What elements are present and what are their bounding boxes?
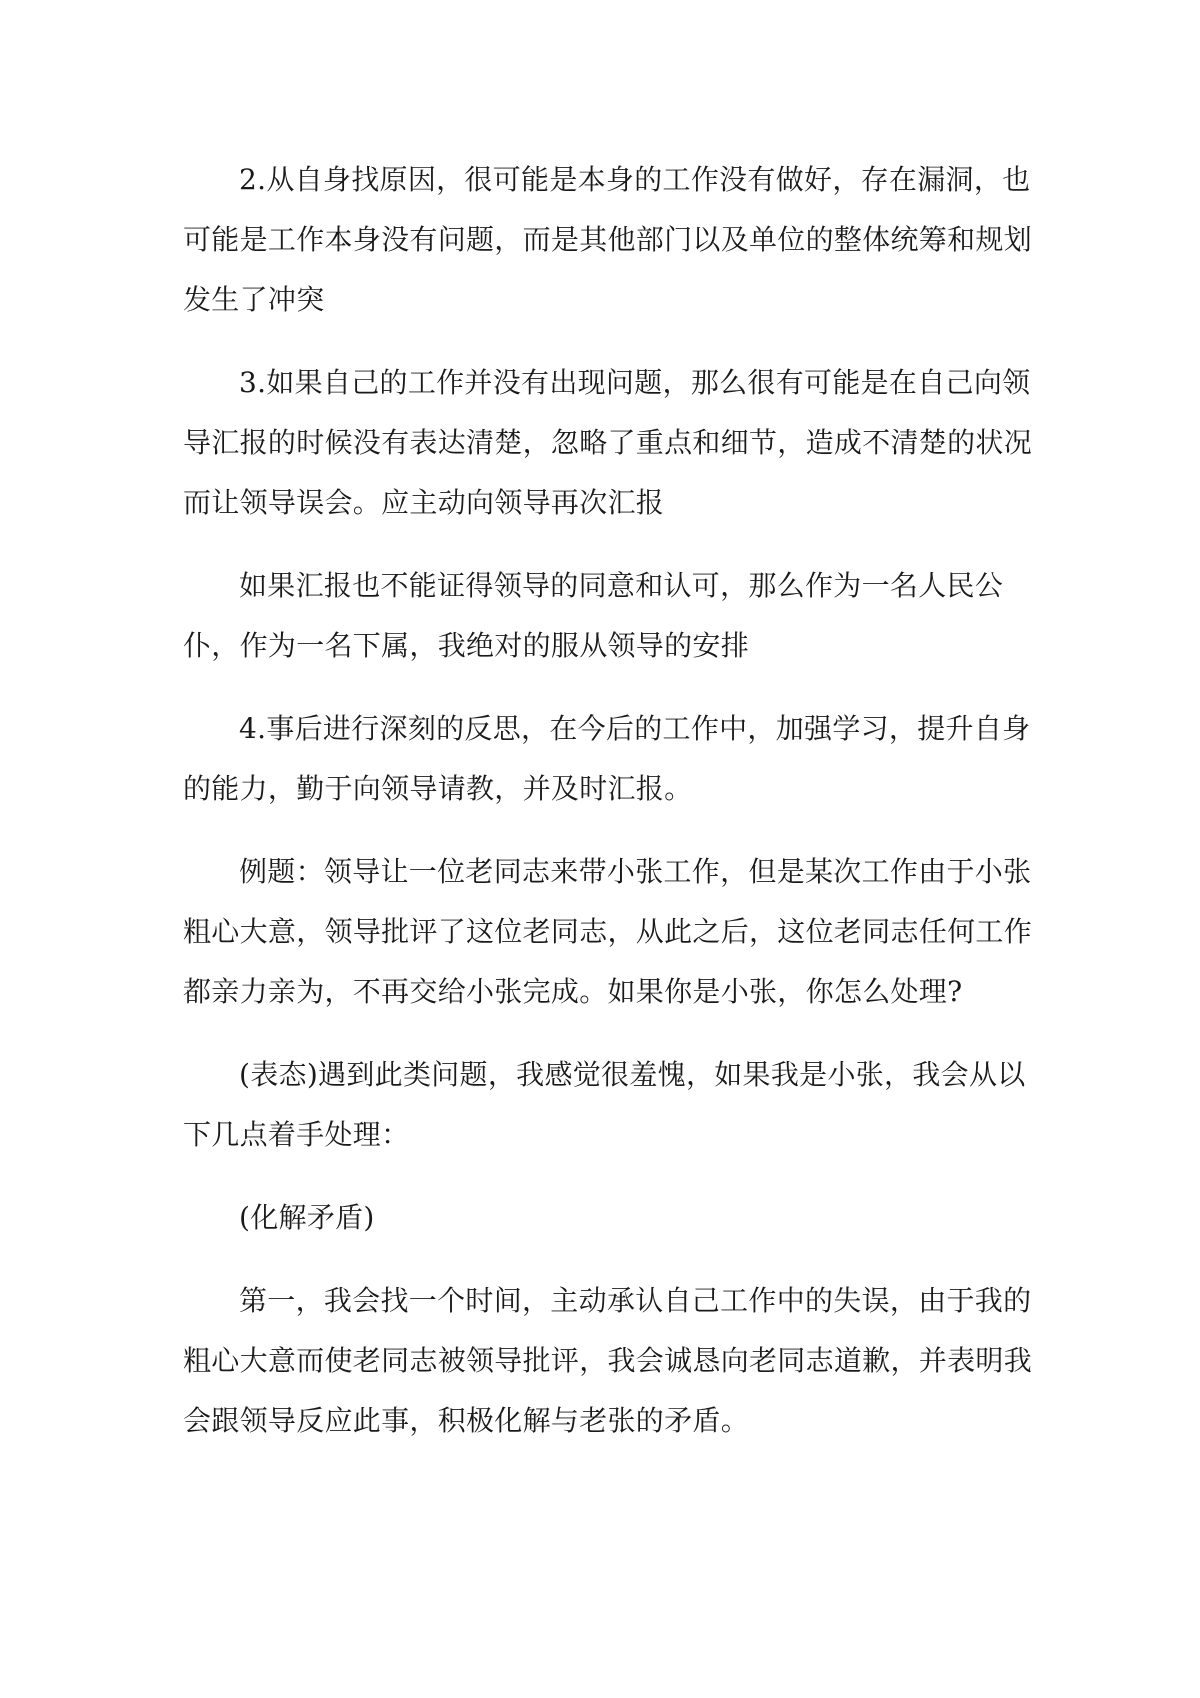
paragraph-line: (化解矛盾) [239,1201,375,1234]
paragraph-line: 3.如果自己的工作并没有出现问题，那么很有可能是在自己向领 [239,366,1031,399]
paragraph-line: 例题：领导让一位老同志来带小张工作，但是某次工作由于小张 [239,855,1032,888]
paragraph-first-step [183,1271,1033,1451]
paragraph-line: 粗心大意，领导批评了这位老同志，从此之后，这位老同志任何工作 [183,915,1033,948]
paragraph-line: 导汇报的时候没有表达清楚，忽略了重点和细节，造成不清楚的状况 [183,426,1033,459]
paragraph-line: 发生了冲突 [183,283,325,316]
paragraph-point-4 [183,699,1031,819]
paragraph-point-3 [183,353,1033,533]
document-body [183,150,1033,1451]
paragraph-line: 2.从自身找原因，很可能是本身的工作没有做好，存在漏洞，也 [239,163,1031,196]
paragraph-line: 会跟领导反应此事，积极化解与老张的矛盾。 [183,1404,750,1437]
paragraph-line: 仆，作为一名下属，我绝对的服从领导的安排 [183,629,750,662]
paragraph-obey-leader [183,556,1025,676]
paragraph-line: (表态)遇到此类问题，我感觉很羞愧，如果我是小张，我会从以 [239,1058,1026,1091]
paragraph-point-2 [183,150,1033,330]
paragraph-line: 都亲力亲为，不再交给小张完成。如果你是小张，你怎么处理? [183,975,963,1008]
paragraph-line: 可能是工作本身没有问题，而是其他部门以及单位的整体统筹和规划 [183,223,1033,256]
paragraph-line: 4.事后进行深刻的反思，在今后的工作中，加强学习，提升自身 [239,712,1031,745]
paragraph-line: 第一，我会找一个时间，主动承认自己工作中的失误，由于我的 [239,1284,1032,1317]
paragraph-attitude [183,1045,1025,1165]
paragraph-line: 的能力，勤于向领导请教，并及时汇报。 [183,772,693,805]
paragraph-line: 下几点着手处理： [183,1118,410,1151]
paragraph-line: 而让领导误会。应主动向领导再次汇报 [183,486,665,519]
paragraph-resolve-conflict-heading [183,1188,1025,1248]
paragraph-line: 粗心大意而使老同志被领导批评，我会诚恳向老同志道歉，并表明我 [183,1344,1033,1377]
paragraph-example-question [183,842,1033,1022]
paragraph-line: 如果汇报也不能证得领导的同意和认可，那么作为一名人民公 [239,569,1004,602]
